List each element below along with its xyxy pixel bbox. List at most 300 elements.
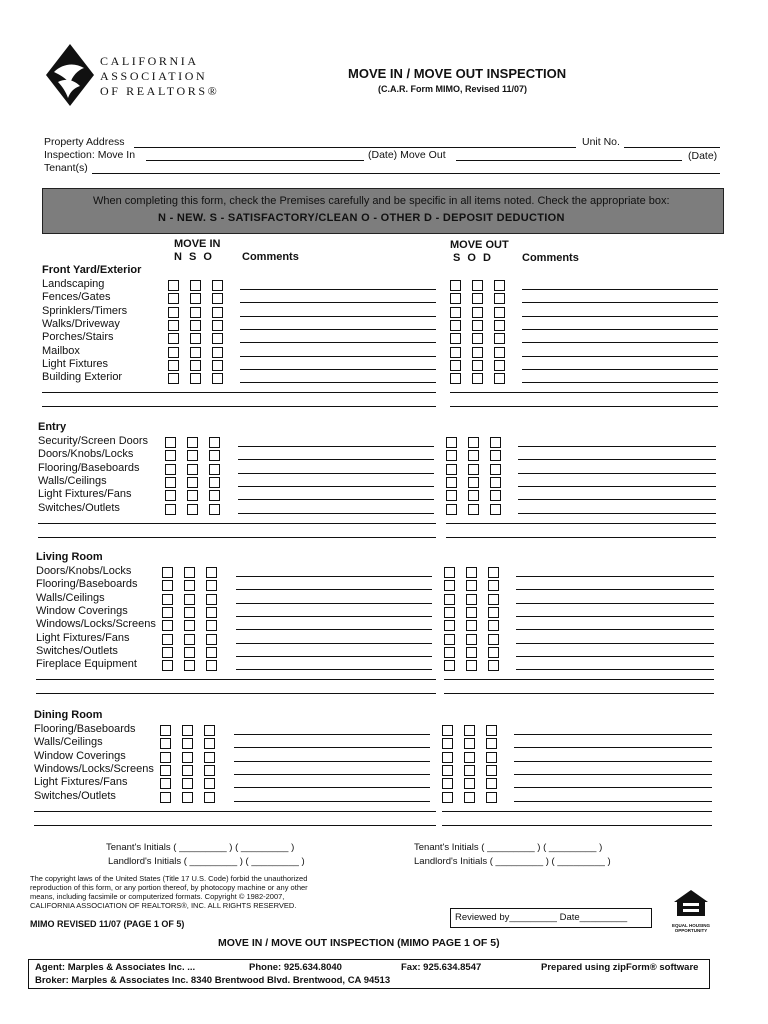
move-out-checkbox[interactable] <box>468 464 479 475</box>
item-label: Windows/Locks/Screens <box>36 618 156 631</box>
copyright-line: reproduction of this form, or any portion thereof, by photocopy machine or any other <box>30 883 308 892</box>
move-out-checkbox[interactable] <box>442 778 453 789</box>
move-out-checkbox[interactable] <box>486 792 497 803</box>
move-in-checkbox[interactable] <box>206 594 217 605</box>
extra-comment-line[interactable] <box>450 392 718 393</box>
move-out-checkbox[interactable] <box>466 594 477 605</box>
move-in-checkbox[interactable] <box>165 490 176 501</box>
move-out-header: MOVE OUT <box>450 239 509 251</box>
move-in-checkbox[interactable] <box>190 307 201 318</box>
move-in-checkbox[interactable] <box>204 765 215 776</box>
move-out-comment-line[interactable] <box>522 382 718 383</box>
move-in-comment-line[interactable] <box>238 499 434 500</box>
move-out-checkbox[interactable] <box>450 360 461 371</box>
move-out-checkbox[interactable] <box>494 347 505 358</box>
move-in-checkbox[interactable] <box>160 792 171 803</box>
move-out-checkbox[interactable] <box>494 360 505 371</box>
move-out-checkbox[interactable] <box>468 450 479 461</box>
move-out-comment-line[interactable] <box>522 316 718 317</box>
move-in-checkbox[interactable] <box>168 307 179 318</box>
item-label: Light Fixtures/Fans <box>38 488 132 501</box>
move-in-checkbox[interactable] <box>165 504 176 515</box>
move-in-comment-line[interactable] <box>234 774 430 775</box>
move-out-comment-line[interactable] <box>522 302 718 303</box>
item-label: Light Fixtures/Fans <box>36 631 130 644</box>
move-out-checkbox[interactable] <box>466 567 477 578</box>
move-in-checkbox[interactable] <box>187 504 198 515</box>
move-out-checkbox[interactable] <box>490 437 501 448</box>
extra-comment-line[interactable] <box>42 392 436 393</box>
move-in-checkbox[interactable] <box>190 373 201 384</box>
move-out-checkbox[interactable] <box>446 437 457 448</box>
move-in-checkbox[interactable] <box>209 450 220 461</box>
move-in-comment-line[interactable] <box>234 747 430 748</box>
item-label: Security/Screen Doors <box>38 435 149 447</box>
unit-no-label: Unit No. <box>582 136 620 148</box>
move-in-checkbox[interactable] <box>206 607 217 618</box>
move-in-checkbox[interactable] <box>168 333 179 344</box>
move-out-checkbox[interactable] <box>446 490 457 501</box>
move-in-checkbox[interactable] <box>182 765 193 776</box>
move-out-comment-line[interactable] <box>516 589 714 590</box>
move-out-checkbox[interactable] <box>472 360 483 371</box>
copyright-notice <box>30 874 308 910</box>
move-out-checkbox[interactable] <box>444 607 455 618</box>
agent-label: Agent: Marples & Associates Inc. ... <box>35 962 196 973</box>
move-out-checkbox[interactable] <box>488 580 499 591</box>
move-out-checkbox[interactable] <box>494 320 505 331</box>
move-out-comment-line[interactable] <box>516 616 714 617</box>
move-out-checkbox[interactable] <box>446 504 457 515</box>
agent-broker-box <box>28 959 710 989</box>
move-out-comment-line[interactable] <box>514 801 712 802</box>
move-in-checkbox[interactable] <box>162 660 173 671</box>
property-address-label: Property Address <box>44 136 125 148</box>
move-in-checkbox[interactable] <box>206 634 217 645</box>
extra-comment-line[interactable] <box>444 693 714 694</box>
move-out-comment-line[interactable] <box>518 459 716 460</box>
move-out-checkbox[interactable] <box>472 333 483 344</box>
move-out-comment-line[interactable] <box>516 669 714 670</box>
move-out-checkbox[interactable] <box>444 594 455 605</box>
extra-comment-line[interactable] <box>38 523 436 524</box>
extra-comment-line[interactable] <box>442 825 712 826</box>
move-out-checkbox[interactable] <box>444 620 455 631</box>
move-in-comment-line[interactable] <box>236 576 432 577</box>
extra-comment-line[interactable] <box>446 523 716 524</box>
move-in-checkbox[interactable] <box>182 752 193 763</box>
logo-line-1: CALIFORNIA <box>100 54 199 68</box>
move-in-checkbox[interactable] <box>168 293 179 304</box>
item-label: Window Coverings <box>34 749 126 762</box>
item-label: Flooring/Baseboards <box>38 461 140 474</box>
move-in-letters: N S O <box>174 251 212 263</box>
move-out-checkbox[interactable] <box>444 567 455 578</box>
move-in-checkbox[interactable] <box>206 647 217 658</box>
move-in-checkbox[interactable] <box>184 620 195 631</box>
move-in-checkbox[interactable] <box>168 280 179 291</box>
item-label: Walls/Ceilings <box>36 591 105 604</box>
tenant-initials-left[interactable]: Tenant's Initials ( _________ ) ( _________ ) <box>106 842 295 853</box>
move-in-comment-line[interactable] <box>234 787 430 788</box>
extra-comment-line[interactable] <box>450 406 718 407</box>
item-label: Porches/Stairs <box>42 331 114 344</box>
move-in-checkbox[interactable] <box>206 620 217 631</box>
move-out-comment-line[interactable] <box>514 774 712 775</box>
agent-fax: Fax: 925.634.8547 <box>401 962 482 973</box>
move-out-comment-line[interactable] <box>516 603 714 604</box>
equal-housing-icon <box>672 888 710 933</box>
move-out-comment-line[interactable] <box>518 446 716 447</box>
equal-housing-text: EQUAL HOUSING OPPORTUNITY <box>672 923 710 933</box>
move-out-checkbox[interactable] <box>488 620 499 631</box>
landlord-initials-right[interactable]: Landlord's Initials ( _________ ) ( _________ ) <box>414 856 611 867</box>
move-out-checkbox[interactable] <box>466 620 477 631</box>
copyright-line: The copyright laws of the United States (Title 17 U.S. Code) forbid the unauthorized <box>30 874 308 883</box>
move-out-checkbox[interactable] <box>494 307 505 318</box>
move-in-checkbox[interactable] <box>160 778 171 789</box>
move-out-checkbox[interactable] <box>472 320 483 331</box>
move-out-comment-line[interactable] <box>518 499 716 500</box>
item-label: Doors/Knobs/Locks <box>36 565 132 577</box>
move-in-checkbox[interactable] <box>184 647 195 658</box>
move-out-checkbox[interactable] <box>450 373 461 384</box>
tenant-initials-right[interactable]: Tenant's Initials ( _________ ) ( _________ ) <box>414 842 603 853</box>
logo-line-2: ASSOCIATION <box>100 69 208 83</box>
move-out-checkbox[interactable] <box>472 307 483 318</box>
move-out-checkbox[interactable] <box>488 567 499 578</box>
move-in-checkbox[interactable] <box>187 450 198 461</box>
move-out-checkbox[interactable] <box>442 752 453 763</box>
move-in-checkbox[interactable] <box>162 620 173 631</box>
move-out-checkbox[interactable] <box>450 320 461 331</box>
move-in-checkbox[interactable] <box>162 567 173 578</box>
move-in-checkbox[interactable] <box>184 607 195 618</box>
move-in-comments-header: Comments <box>242 251 299 263</box>
move-out-checkbox[interactable] <box>444 647 455 658</box>
move-in-checkbox[interactable] <box>168 347 179 358</box>
move-in-checkbox[interactable] <box>212 360 223 371</box>
move-in-checkbox[interactable] <box>209 504 220 515</box>
move-out-checkbox[interactable] <box>444 634 455 645</box>
move-in-comment-line[interactable] <box>240 342 436 343</box>
move-in-comment-line[interactable] <box>234 801 430 802</box>
move-out-comment-line[interactable] <box>522 329 718 330</box>
move-in-checkbox[interactable] <box>184 594 195 605</box>
move-out-checkbox[interactable] <box>450 347 461 358</box>
move-out-comment-line[interactable] <box>514 747 712 748</box>
move-in-checkbox[interactable] <box>209 477 220 488</box>
reviewed-by-box[interactable]: Reviewed by_________ Date_________ <box>450 908 652 928</box>
form-title: MOVE IN / MOVE OUT INSPECTION <box>348 66 567 81</box>
move-in-checkbox[interactable] <box>190 293 201 304</box>
move-in-checkbox[interactable] <box>184 660 195 671</box>
move-in-checkbox[interactable] <box>212 320 223 331</box>
move-in-checkbox[interactable] <box>162 647 173 658</box>
extra-comment-line[interactable] <box>34 811 436 812</box>
move-out-checkbox[interactable] <box>490 504 501 515</box>
move-out-comment-line[interactable] <box>516 576 714 577</box>
move-in-checkbox[interactable] <box>206 567 217 578</box>
move-out-checkbox[interactable] <box>494 280 505 291</box>
move-in-comment-line[interactable] <box>240 329 436 330</box>
move-in-checkbox[interactable] <box>160 725 171 736</box>
zipform-note: Prepared using zipForm® software <box>541 962 699 973</box>
move-in-checkbox[interactable] <box>212 373 223 384</box>
move-out-checkbox[interactable] <box>472 280 483 291</box>
move-in-checkbox[interactable] <box>165 450 176 461</box>
move-in-comment-line[interactable] <box>240 289 436 290</box>
agent-phone: Phone: 925.634.8040 <box>249 962 342 973</box>
move-out-comment-line[interactable] <box>518 473 716 474</box>
move-in-comment-line[interactable] <box>236 589 432 590</box>
move-in-comment-line[interactable] <box>234 734 430 735</box>
item-label: Windows/Locks/Screens <box>34 762 154 775</box>
move-in-comment-line[interactable] <box>240 316 436 317</box>
move-in-checkbox[interactable] <box>190 333 201 344</box>
move-out-checkbox[interactable] <box>466 607 477 618</box>
tenants-field[interactable] <box>92 173 720 174</box>
move-out-checkbox[interactable] <box>464 725 475 736</box>
move-in-checkbox[interactable] <box>160 738 171 749</box>
move-in-checkbox[interactable] <box>165 477 176 488</box>
move-in-checkbox[interactable] <box>204 752 215 763</box>
move-in-checkbox[interactable] <box>187 490 198 501</box>
move-in-checkbox[interactable] <box>212 280 223 291</box>
item-label: Flooring/Baseboards <box>34 723 136 735</box>
move-in-checkbox[interactable] <box>182 738 193 749</box>
extra-comment-line[interactable] <box>442 811 712 812</box>
move-in-checkbox[interactable] <box>162 594 173 605</box>
move-out-checkbox[interactable] <box>490 464 501 475</box>
move-out-checkbox[interactable] <box>486 738 497 749</box>
extra-comment-line[interactable] <box>446 537 716 538</box>
move-out-checkbox[interactable] <box>466 647 477 658</box>
extra-comment-line[interactable] <box>36 693 436 694</box>
copyright-line: CALIFORNIA ASSOCIATION OF REALTORS®, INC. ALL RIGHTS RESERVED. <box>30 901 297 910</box>
move-out-comment-line[interactable] <box>514 787 712 788</box>
item-label: Fences/Gates <box>42 291 111 304</box>
item-label: Switches/Outlets <box>34 789 116 802</box>
move-out-checkbox[interactable] <box>488 634 499 645</box>
extra-comment-line[interactable] <box>34 825 436 826</box>
move-out-checkbox[interactable] <box>488 607 499 618</box>
item-label: Walls/Ceilings <box>38 474 107 487</box>
move-in-comment-line[interactable] <box>238 459 434 460</box>
move-out-comment-line[interactable] <box>516 629 714 630</box>
move-in-checkbox[interactable] <box>182 725 193 736</box>
move-in-comment-line[interactable] <box>234 761 430 762</box>
move-in-checkbox[interactable] <box>182 792 193 803</box>
move-out-checkbox[interactable] <box>494 333 505 344</box>
move-in-checkbox[interactable] <box>184 634 195 645</box>
move-in-checkbox[interactable] <box>204 778 215 789</box>
move-out-comment-line[interactable] <box>522 342 718 343</box>
instructions-legend: N - NEW. S - SATISFACTORY/CLEAN O - OTHER D - DEPOSIT DEDUCTION <box>158 212 565 224</box>
move-in-checkbox[interactable] <box>165 464 176 475</box>
move-in-comment-line[interactable] <box>236 629 432 630</box>
move-out-checkbox[interactable] <box>488 594 499 605</box>
date-label: (Date) <box>688 150 718 162</box>
move-out-checkbox[interactable] <box>442 725 453 736</box>
extra-comment-line[interactable] <box>42 406 436 407</box>
section-title: Living Room <box>36 551 103 563</box>
move-out-checkbox[interactable] <box>446 464 457 475</box>
move-in-comment-line[interactable] <box>238 486 434 487</box>
move-in-checkbox[interactable] <box>204 792 215 803</box>
move-out-checkbox[interactable] <box>494 293 505 304</box>
move-out-checkbox[interactable] <box>444 660 455 671</box>
item-label: Sprinklers/Timers <box>42 304 128 317</box>
move-in-checkbox[interactable] <box>162 580 173 591</box>
move-in-checkbox[interactable] <box>162 634 173 645</box>
move-out-comment-line[interactable] <box>516 643 714 644</box>
move-in-checkbox[interactable] <box>212 293 223 304</box>
move-out-checkbox[interactable] <box>486 752 497 763</box>
move-in-checkbox[interactable] <box>212 333 223 344</box>
move-in-checkbox[interactable] <box>184 567 195 578</box>
move-in-checkbox[interactable] <box>165 437 176 448</box>
instructions-line-1: When completing this form, check the Premises carefully and be specific in all items noted. Check the appropriate box: <box>93 195 670 207</box>
move-in-checkbox[interactable] <box>206 580 217 591</box>
landlord-initials-left[interactable]: Landlord's Initials ( _________ ) ( _________ ) <box>108 856 305 867</box>
move-in-checkbox[interactable] <box>204 738 215 749</box>
move-in-checkbox[interactable] <box>160 752 171 763</box>
move-out-comments-header: Comments <box>522 252 579 264</box>
move-out-checkbox[interactable] <box>494 373 505 384</box>
move-out-comment-line[interactable] <box>514 734 712 735</box>
move-out-checkbox[interactable] <box>466 660 477 671</box>
move-out-checkbox[interactable] <box>464 738 475 749</box>
revision-label: MIMO REVISED 11/07 (PAGE 1 OF 5) <box>30 919 185 929</box>
move-out-checkbox[interactable] <box>464 752 475 763</box>
move-in-checkbox[interactable] <box>212 347 223 358</box>
move-in-comment-line[interactable] <box>236 669 432 670</box>
move-out-checkbox[interactable] <box>466 634 477 645</box>
move-in-checkbox[interactable] <box>187 464 198 475</box>
move-out-comment-line[interactable] <box>522 289 718 290</box>
move-in-comment-line[interactable] <box>240 302 436 303</box>
move-in-date-field[interactable] <box>146 160 364 161</box>
move-in-checkbox[interactable] <box>209 490 220 501</box>
move-out-comment-line[interactable] <box>518 513 716 514</box>
unit-no-field[interactable] <box>624 147 720 148</box>
move-in-checkbox[interactable] <box>212 307 223 318</box>
move-out-checkbox[interactable] <box>442 792 453 803</box>
move-in-checkbox[interactable] <box>187 477 198 488</box>
move-out-checkbox[interactable] <box>464 778 475 789</box>
move-in-checkbox[interactable] <box>190 347 201 358</box>
move-out-checkbox[interactable] <box>490 477 501 488</box>
item-label: Switches/Outlets <box>36 644 118 657</box>
move-in-checkbox[interactable] <box>204 725 215 736</box>
move-in-comment-line[interactable] <box>238 473 434 474</box>
move-in-checkbox[interactable] <box>206 660 217 671</box>
move-out-checkbox[interactable] <box>450 293 461 304</box>
item-label: Doors/Knobs/Locks <box>38 448 134 461</box>
move-out-checkbox[interactable] <box>442 765 453 776</box>
move-in-checkbox[interactable] <box>209 464 220 475</box>
move-in-checkbox[interactable] <box>184 580 195 591</box>
section-title: Front Yard/Exterior <box>42 264 142 276</box>
car-logo-icon <box>44 42 96 108</box>
move-out-comment-line[interactable] <box>516 656 714 657</box>
move-out-comment-line[interactable] <box>522 369 718 370</box>
move-in-checkbox[interactable] <box>160 765 171 776</box>
move-out-checkbox[interactable] <box>464 792 475 803</box>
move-in-checkbox[interactable] <box>187 437 198 448</box>
logo-line-3: OF REALTORS® <box>100 84 220 98</box>
move-out-comment-line[interactable] <box>514 761 712 762</box>
move-in-comment-line[interactable] <box>240 369 436 370</box>
move-out-checkbox[interactable] <box>444 580 455 591</box>
move-out-checkbox[interactable] <box>464 765 475 776</box>
move-out-checkbox[interactable] <box>450 307 461 318</box>
broker-label: Broker: Marples & Associates Inc. 8340 Brentwood Blvd. Brentwood, CA 94513 <box>35 975 391 986</box>
move-out-checkbox[interactable] <box>486 765 497 776</box>
move-out-checkbox[interactable] <box>486 778 497 789</box>
move-out-checkbox[interactable] <box>490 490 501 501</box>
move-in-checkbox[interactable] <box>182 778 193 789</box>
move-in-checkbox[interactable] <box>168 373 179 384</box>
move-out-checkbox[interactable] <box>488 660 499 671</box>
move-in-comment-line[interactable] <box>240 356 436 357</box>
move-out-checkbox[interactable] <box>468 477 479 488</box>
extra-comment-line[interactable] <box>444 679 714 680</box>
move-in-checkbox[interactable] <box>168 360 179 371</box>
move-in-comment-line[interactable] <box>238 446 434 447</box>
move-out-checkbox[interactable] <box>486 725 497 736</box>
move-out-checkbox[interactable] <box>446 477 457 488</box>
move-in-checkbox[interactable] <box>190 320 201 331</box>
property-address-field[interactable] <box>134 147 576 148</box>
move-in-comment-line[interactable] <box>238 513 434 514</box>
move-in-checkbox[interactable] <box>190 360 201 371</box>
move-in-label: Inspection: Move In <box>44 149 136 161</box>
move-out-checkbox[interactable] <box>472 293 483 304</box>
move-in-comment-line[interactable] <box>236 656 432 657</box>
move-out-checkbox[interactable] <box>466 580 477 591</box>
move-in-checkbox[interactable] <box>162 607 173 618</box>
move-out-checkbox[interactable] <box>472 373 483 384</box>
extra-comment-line[interactable] <box>36 679 436 680</box>
move-in-checkbox[interactable] <box>190 280 201 291</box>
move-out-comment-line[interactable] <box>518 486 716 487</box>
move-out-checkbox[interactable] <box>472 347 483 358</box>
move-out-checkbox[interactable] <box>488 647 499 658</box>
move-out-checkbox[interactable] <box>468 504 479 515</box>
move-out-date-field[interactable] <box>456 160 682 161</box>
move-out-checkbox[interactable] <box>468 490 479 501</box>
move-out-comment-line[interactable] <box>522 356 718 357</box>
move-out-checkbox[interactable] <box>446 450 457 461</box>
move-in-comment-line[interactable] <box>236 603 432 604</box>
move-out-checkbox[interactable] <box>468 437 479 448</box>
footer-title: MOVE IN / MOVE OUT INSPECTION (MIMO PAGE 1 OF 5) <box>218 937 500 949</box>
move-in-comment-line[interactable] <box>236 643 432 644</box>
move-out-checkbox[interactable] <box>450 280 461 291</box>
move-in-comment-line[interactable] <box>236 616 432 617</box>
move-in-checkbox[interactable] <box>168 320 179 331</box>
item-label: Window Coverings <box>36 604 128 617</box>
item-label: Walks/Driveway <box>42 317 120 330</box>
move-out-checkbox[interactable] <box>450 333 461 344</box>
move-out-checkbox[interactable] <box>442 738 453 749</box>
extra-comment-line[interactable] <box>38 537 436 538</box>
move-in-comment-line[interactable] <box>240 382 436 383</box>
move-out-checkbox[interactable] <box>490 450 501 461</box>
move-in-checkbox[interactable] <box>209 437 220 448</box>
